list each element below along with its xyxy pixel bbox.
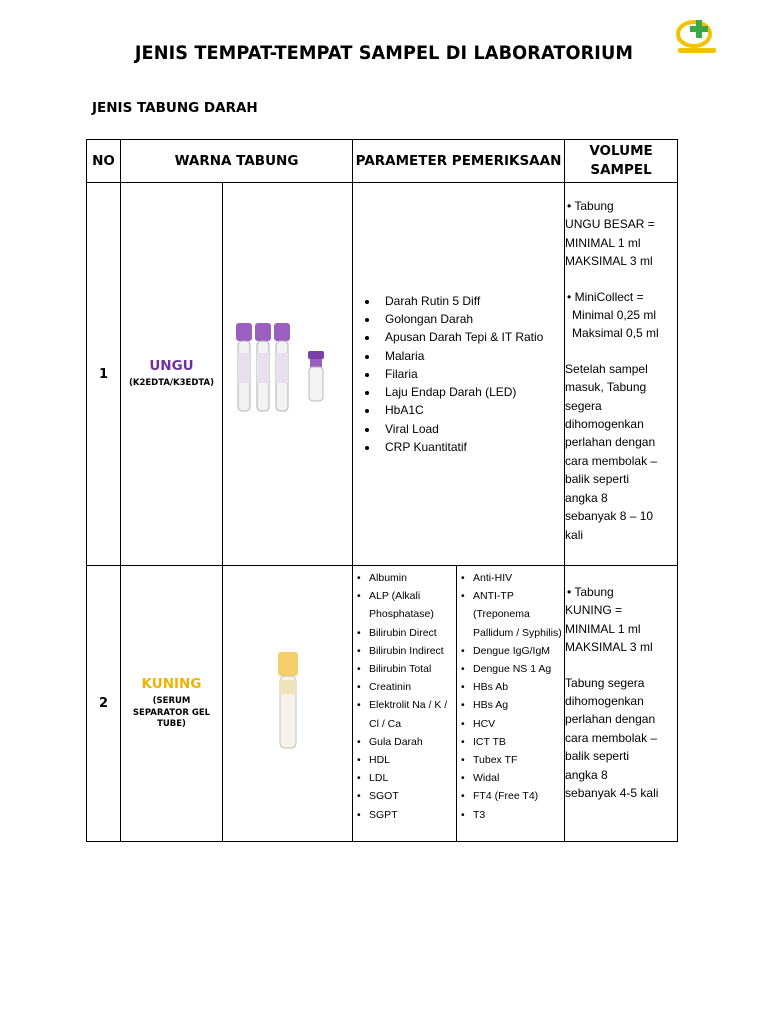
list-item: • FT4 (Free T4) (461, 787, 564, 805)
list-item: • Apusan Darah Tepi & IT Ratio (379, 328, 564, 346)
purple-tube-image (228, 317, 348, 427)
list-item: • Viral Load (379, 420, 564, 438)
volume-line: KUNING = (565, 603, 623, 618)
list-item: • Anti-HIV (461, 569, 564, 587)
volume-line: MAKSIMAL 3 ml (565, 640, 653, 655)
list-item: • Widal (461, 769, 564, 787)
volume-line: segera (565, 398, 602, 413)
tube-color-note-line: (SERUM (152, 695, 191, 706)
list-item: • Filaria (379, 365, 564, 383)
table-row (87, 566, 678, 842)
volume-line: • Tabung (567, 585, 614, 599)
volume-line: angka 8 (565, 490, 608, 505)
tube-color-name: UNGU (149, 358, 194, 375)
list-item: • Tubex TF (461, 751, 564, 769)
header-volume-line1: VOLUME (589, 143, 653, 159)
volume-line: dihomogenkan (565, 694, 644, 709)
volume-line: • Tabung (567, 199, 614, 213)
tube-image-cell (223, 566, 353, 842)
volume-line: MAKSIMAL 3 ml (565, 254, 653, 269)
list-item: • Dengue IgG/IgM (461, 642, 564, 660)
list-item: • SGPT (357, 806, 456, 824)
params-list (353, 292, 564, 457)
blood-tube-table (86, 139, 678, 842)
volume-line: kali (565, 527, 584, 542)
list-item: • LDL (357, 769, 456, 787)
list-item: • Bilirubin Direct (357, 624, 456, 642)
volume-line: MINIMAL 1 ml (565, 621, 641, 636)
volume-line: perlahan dengan (565, 712, 656, 727)
table-row (87, 183, 678, 566)
list-item: • Elektrolit Na / K / Cl / Ca (357, 696, 456, 732)
volume-line: masuk, Tabung (565, 380, 647, 395)
volume-line: Tabung segera (565, 675, 645, 690)
volume-line: Minimal 0,25 ml (572, 308, 657, 323)
list-item: • HBs Ag (461, 696, 564, 714)
list-item: • Dengue NS 1 Ag (461, 660, 564, 678)
list-item: • Bilirubin Indirect (357, 642, 456, 660)
yellow-tube-image (258, 646, 318, 756)
tube-color-name: KUNING (141, 675, 202, 692)
list-item: • Golongan Darah (379, 310, 564, 328)
row-number: 1 (87, 183, 121, 566)
row-number: 2 (87, 566, 121, 842)
header-parameter: PARAMETER PEMERIKSAAN (353, 140, 565, 183)
list-item: • CRP Kuantitatif (379, 438, 564, 456)
volume-line: Setelah sampel (565, 361, 648, 376)
params-list (457, 569, 564, 824)
header-volume (565, 140, 678, 183)
volume-line: dihomogenkan (565, 417, 644, 432)
list-item: • HDL (357, 751, 456, 769)
volume-line: balik seperti (565, 472, 630, 487)
list-item: • ALP (Alkali Phosphatase) (357, 587, 456, 623)
volume-cell (565, 566, 678, 842)
volume-cell (565, 183, 678, 566)
list-item: • ICT TB (461, 733, 564, 751)
list-item: • Gula Darah (357, 733, 456, 751)
volume-line: cara membolak – (565, 453, 658, 468)
list-item: • Albumin (357, 569, 456, 587)
table-header-row (87, 140, 678, 183)
volume-line: Maksimal 0,5 ml (572, 326, 659, 341)
header-volume-line2: SAMPEL (590, 162, 652, 178)
tube-color-note-line: SEPARATOR GEL (132, 707, 211, 718)
volume-line: • MiniCollect = (567, 289, 644, 304)
list-item: • HbA1C (379, 401, 564, 419)
list-item: • SGOT (357, 787, 456, 805)
list-item: • Malaria (379, 347, 564, 365)
list-item: • T3 (461, 806, 564, 824)
params-list (353, 569, 456, 824)
params-cell (353, 566, 457, 842)
list-item: • HBs Ab (461, 678, 564, 696)
params-cell (353, 183, 565, 566)
tube-color-note: (K2EDTA/K3EDTA) (128, 378, 215, 389)
volume-line: sebanyak 4-5 kali (565, 786, 659, 801)
list-item: • HCV (461, 715, 564, 733)
volume-line: perlahan dengan (565, 435, 656, 450)
tube-color-cell (121, 566, 223, 842)
list-item: • ANTI-TP (Treponema Pallidum / Syphilis) (461, 587, 564, 642)
volume-line: MINIMAL 1 ml (565, 235, 641, 250)
volume-line: sebanyak 8 – 10 (565, 509, 654, 524)
tube-color-note (121, 696, 222, 732)
list-item: • Darah Rutin 5 Diff (379, 292, 564, 310)
list-item: • Creatinin (357, 678, 456, 696)
list-item: • Bilirubin Total (357, 660, 456, 678)
header-warna: WARNA TABUNG (121, 140, 353, 183)
list-item: • Laju Endap Darah (LED) (379, 383, 564, 401)
params-cell-2 (457, 566, 565, 842)
tube-color-cell (121, 183, 223, 566)
section-subtitle: JENIS TABUNG DARAH (92, 100, 258, 116)
tube-image-cell (223, 183, 353, 566)
volume-line: balik seperti (565, 749, 630, 764)
volume-line: UNGU BESAR = (565, 217, 655, 232)
tube-color-note-line: TUBE) (157, 719, 186, 730)
page-title: JENIS TEMPAT-TEMPAT SAMPEL DI LABORATORIUM (134, 42, 634, 64)
volume-line: angka 8 (565, 767, 608, 782)
volume-line: cara membolak – (565, 730, 658, 745)
header-no: NO (87, 140, 121, 183)
